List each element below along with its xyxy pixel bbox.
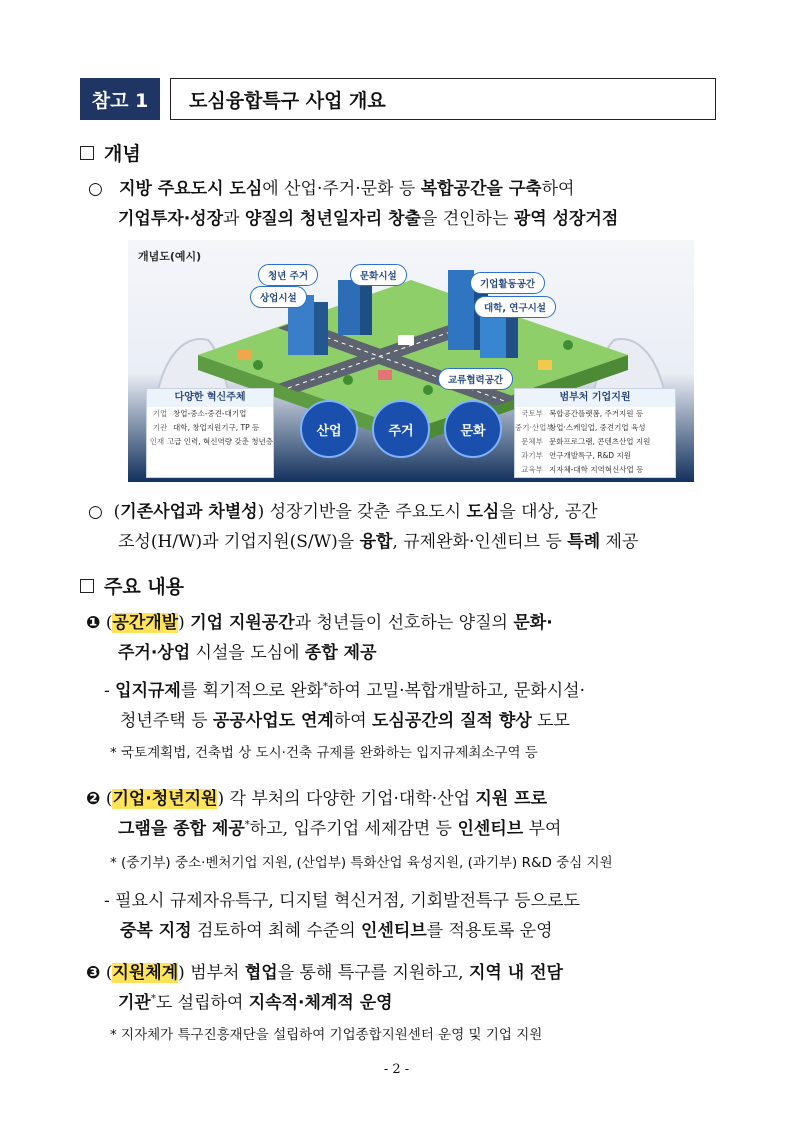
panel-row [515, 463, 675, 477]
text: , 규제완화·인센티브 등 [392, 532, 568, 552]
row-key: 국토부 [521, 409, 543, 418]
item2-sub [104, 886, 734, 946]
text-bold: 기업 지원공간 [190, 613, 295, 633]
text: 시설을 도심에 [190, 643, 305, 663]
bubble-business-space: 기업활동공간 [470, 272, 545, 294]
section-heading-concept [80, 139, 141, 166]
row-key: 기관 [152, 423, 168, 432]
footnote: * (중기부) 중소·벤처기업 지원, (산업부) 특화산업 육성지원, (과기부) R&D 중심 지원 [110, 855, 613, 871]
text-bold: 기존사업과 차별성 [120, 502, 258, 522]
circle-industry: 산업 [300, 400, 358, 458]
header [80, 78, 716, 120]
item-business-youth-support [86, 784, 731, 844]
text-bold: 융합 [359, 532, 393, 552]
text-bold: 공공사업도 연계 [212, 711, 334, 731]
reference-badge: 참고 1 [80, 78, 160, 120]
dash-icon: - [104, 891, 110, 911]
number-3-icon: ❸ [86, 963, 101, 983]
row-key: 인재 [149, 437, 165, 446]
text: 과 [223, 209, 245, 229]
item-support-system [86, 958, 731, 1018]
text-bold: 양질의 청년일자리 창출 [244, 209, 421, 229]
difference-paragraph [88, 497, 728, 557]
row-value: 복합공간플랫폼, 주거지원 등 [549, 409, 644, 418]
section-title: 개념 [104, 143, 141, 165]
number-1-icon: ❶ [86, 613, 101, 633]
text-bold: 지원 프로 [475, 789, 548, 809]
text: ( [105, 789, 113, 809]
text-bold: 광역 성장거점 [513, 209, 619, 229]
text: ( [105, 963, 113, 983]
text-bold: 기업투자·성장 [118, 209, 223, 229]
row-value: 연구개발특구, R&D 지원 [549, 451, 631, 460]
text-bold: 인센티브 [457, 819, 524, 839]
item-space-development [86, 608, 731, 668]
bubble-university: 대학, 연구시설 [474, 296, 556, 318]
row-value: 창업-중소-중견-대기업 [173, 409, 247, 418]
text-bold: 지속적·체계적 운영 [248, 993, 393, 1013]
text: 제공 [600, 532, 639, 552]
text: 과 청년들이 선호하는 양질의 [294, 613, 514, 633]
item1-sub [104, 676, 734, 736]
text: 도 설립하여 [155, 993, 249, 1013]
checkbox-square-icon [80, 579, 94, 593]
text: 하여 [333, 711, 373, 731]
text: 에 산업·주거·문화 등 [262, 179, 421, 199]
text: 검토하여 최혜 수준의 [191, 921, 362, 941]
row-value: 지자체-대학 지역혁신사업 등 [549, 465, 644, 474]
section-heading-main [80, 572, 184, 599]
highlighted-title: 공간개발 [112, 613, 179, 633]
text: ( [113, 502, 121, 522]
text-bold: 도심 [466, 502, 500, 522]
text-bold: 복합공간을 구축 [420, 179, 542, 199]
text: ) [178, 613, 191, 633]
text-bold: 중복 지정 [120, 921, 192, 941]
page-number: - 2 - [383, 1062, 410, 1077]
text: ) 각 부처의 다양한 기업·대학·산업 [217, 789, 476, 809]
panel-row [147, 407, 273, 421]
text-bold: 도심공간의 질적 향상 [372, 711, 532, 731]
footnote-mark: * [244, 819, 250, 831]
panel-row [147, 435, 273, 449]
text: 도모 [531, 711, 570, 731]
text: 필요시 규제자유특구, 디지털 혁신거점, 기회발전특구 등으로도 [115, 891, 580, 911]
panel-title: 범부처 기업지원 [515, 389, 675, 407]
dash-icon: - [104, 681, 110, 701]
number-2-icon: ❷ [86, 789, 101, 809]
concept-illustration [128, 240, 694, 482]
text: 를 적용토록 운영 [426, 921, 553, 941]
text-bold: 입지규제 [115, 681, 181, 701]
text: 하고, 입주기업 세제감면 등 [249, 819, 458, 839]
bubble-commercial: 상업시설 [250, 286, 307, 308]
bubble-youth-housing: 청년 주거 [258, 264, 318, 286]
checkbox-square-icon [80, 146, 94, 160]
bullet-circle-icon: ○ [88, 502, 103, 522]
text-bold: 지방 주요도시 도심 [119, 179, 263, 199]
text-bold: 그램을 종합 제공 [118, 819, 245, 839]
footnote-mark: * [150, 993, 156, 1005]
page-title: 도심융합특구 사업 개요 [170, 78, 716, 120]
row-value: 창업·스케일업, 중견기업 육성 [549, 423, 646, 432]
text: 하여 [541, 179, 575, 199]
text: 을 견인하는 [420, 209, 514, 229]
row-key: 중기·산업부 [515, 423, 554, 432]
text: ) 범부처 [178, 963, 245, 983]
row-key: 과기부 [521, 451, 543, 460]
text-bold: 특례 [567, 532, 601, 552]
text-bold: 인센티브 [361, 921, 427, 941]
text-bold: 종합 제공 [304, 643, 377, 663]
footnote-mark: * [323, 681, 329, 693]
bubble-exchange-space: 교류협력공간 [438, 368, 513, 390]
text-bold: 문화· [513, 613, 553, 633]
bullet-circle-icon: ○ [88, 179, 103, 199]
row-key: 문체부 [521, 437, 543, 446]
text: 부여 [523, 819, 562, 839]
text-bold: 기관 [118, 993, 151, 1013]
panel-title: 다양한 혁신주체 [147, 389, 273, 407]
section-title: 주요 내용 [104, 576, 185, 598]
footnote: * 국토계획법, 건축법 상 도시·건축 규제를 완화하는 입지규제최소구역 등 [110, 745, 538, 761]
illustration-label: 개념도(예시) [138, 250, 202, 263]
panel-innovation-actors [146, 388, 274, 478]
panel-row [147, 421, 273, 435]
bubble-culture: 문화시설 [350, 264, 407, 286]
row-key: 교육부 [521, 465, 543, 474]
text: 청년주택 등 [120, 711, 213, 731]
footnote: * 지자체가 특구진흥재단을 설립하여 기업종합지원센터 운영 및 기업 지원 [110, 1027, 543, 1043]
row-value: 고급 인력, 혁신역량 갖춘 청년층 [166, 437, 273, 446]
text: 을 대상, 공간 [499, 502, 598, 522]
text: ) 성장기반을 갖춘 주요도시 [257, 502, 467, 522]
text: 를 획기적으로 완화 [180, 681, 324, 701]
text: ( [105, 613, 113, 633]
row-value: 대학, 창업지원기구, TP 등 [173, 423, 260, 432]
panel-row [515, 407, 675, 421]
panel-row [515, 421, 675, 435]
row-key: 기업 [152, 409, 168, 418]
text-bold: 주거·상업 [118, 643, 191, 663]
highlighted-title: 기업·청년지원 [112, 789, 218, 809]
text: 을 통해 특구를 지원하고, [277, 963, 469, 983]
panel-ministry-support [514, 388, 676, 478]
text: 조성(H/W)과 기업지원(S/W)을 [118, 532, 360, 552]
circle-culture: 문화 [444, 400, 502, 458]
panel-row [515, 449, 675, 463]
text: 하여 고밀·복합개발하고, 문화시설· [328, 681, 585, 701]
concept-paragraph [88, 174, 728, 234]
highlighted-title: 지원체계 [112, 963, 179, 983]
text-bold: 지역 내 전담 [468, 963, 563, 983]
text-bold: 협업 [244, 963, 278, 983]
row-value: 문화프로그램, 콘텐츠산업 지원 [549, 437, 651, 446]
panel-row [515, 435, 675, 449]
circle-housing: 주거 [372, 400, 430, 458]
